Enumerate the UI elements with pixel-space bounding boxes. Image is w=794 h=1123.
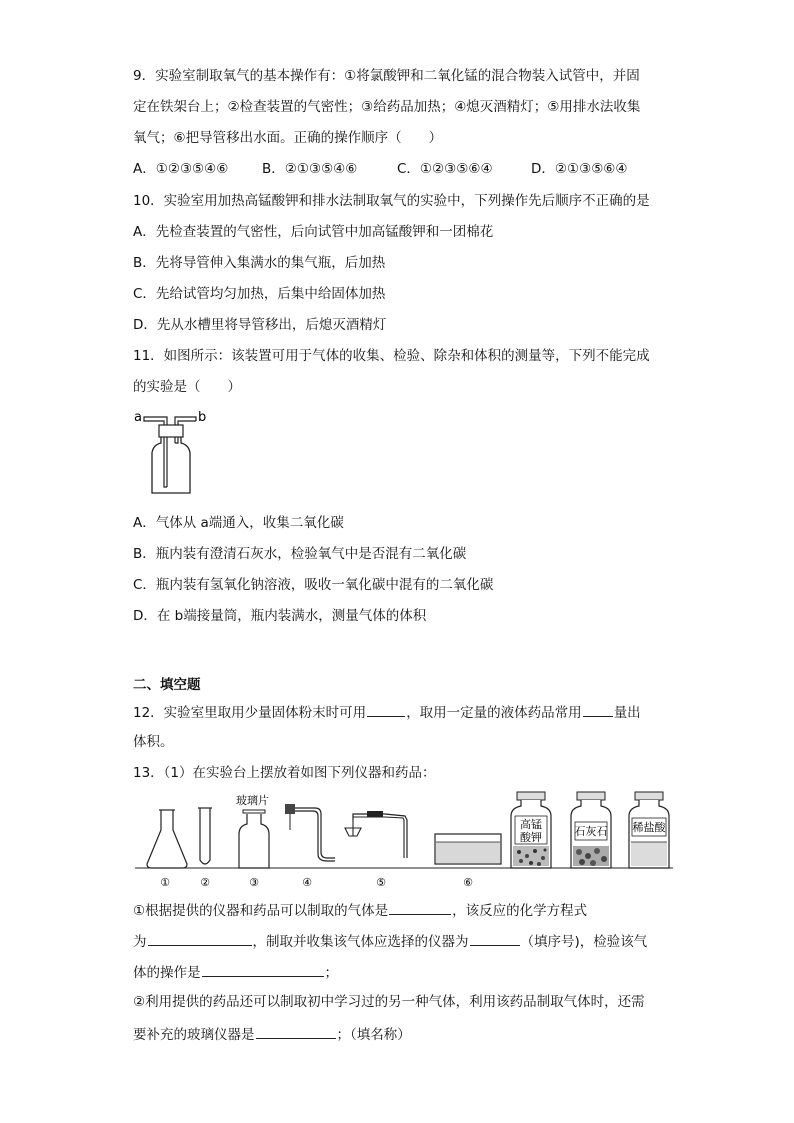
kmno4-label-line-1: 高锰	[520, 818, 542, 831]
hcl-label: 稀盐酸	[632, 821, 666, 834]
q13-sub2-line-2	[133, 1024, 411, 1044]
q12-text-3: 量出	[613, 705, 641, 721]
limestone-label: 石灰石	[574, 825, 608, 838]
reagent-bottle-kmno4	[511, 792, 551, 868]
q9-line-2: 定在铁架台上；②检查装置的气密性；③给药品加热；④熄灭酒精灯；⑤用排水法收集	[133, 99, 641, 115]
apparatus-number-3: ③	[249, 876, 259, 889]
q13-text: ，该反应的化学方程式	[452, 903, 588, 919]
q12-text-1: 12．实验室里取用少量固体粉末时可用	[133, 705, 367, 721]
reagent-bottle-limestone	[571, 792, 611, 868]
apparatus-number-2: ②	[200, 876, 210, 889]
stopper-long-tube-icon	[345, 811, 407, 858]
q11-line-1: 11．如图所示：该装置可用于气体的收集、检验、除杂和体积的测量等，下列不能完成	[133, 348, 650, 364]
q10-stem: 10．实验室用加热高锰酸钾和排水法制取氧气的实验中，下列操作先后顺序不正确的是	[133, 193, 650, 209]
glass-plate-label: 玻璃片	[236, 794, 269, 807]
apparatus-number-5: ⑤	[376, 876, 386, 889]
apparatus-number-6: ⑥	[463, 876, 473, 889]
q13-blank-gas[interactable]	[389, 900, 451, 915]
q13-blank-equation[interactable]	[148, 931, 252, 946]
q12-line-1	[133, 702, 641, 722]
q10-option-a: A．先检查装置的气密性，后向试管中加高锰酸钾和一团棉花	[133, 224, 494, 240]
q10-option-c: C．先给试管均匀加热，后集中给固体加热	[133, 286, 386, 302]
q13-sub2-line-1: ②利用提供的药品还可以制取初中学习过的另一种气体，利用该药品制取气体时，还需	[133, 994, 645, 1010]
gas-washing-bottle-figure	[130, 407, 210, 499]
q13-blank-glassware[interactable]	[256, 1024, 336, 1039]
q9-option-d: D．②①③⑤⑥④	[531, 161, 628, 177]
q13-text: ；	[324, 965, 338, 981]
lab-apparatus-figure	[135, 790, 695, 892]
q9-line-1: 9．实验室制取氧气的基本操作有：①将氯酸钾和二氧化锰的混合物装入试管中，并固	[133, 68, 640, 84]
q11-line-2: 的实验是（ ）	[133, 379, 241, 395]
q10-option-d: D．先从水槽里将导管移出，后熄灭酒精灯	[133, 317, 387, 333]
q11-option-a: A．气体从 a端通入，收集二氧化碳	[133, 515, 344, 531]
q11-option-b: B．瓶内装有澄清石灰水，检验氧气中是否混有二氧化碳	[133, 546, 467, 562]
q13-text: 要补充的玻璃仪器是	[133, 1027, 255, 1043]
q13-text: ，制取并收集该气体应选择的仪器为	[252, 934, 469, 950]
q11-option-d: D．在 b端接量筒，瓶内装满水，测量气体的体积	[133, 608, 427, 624]
q13-sub1-line-2	[133, 931, 647, 951]
q12-blank-2[interactable]	[583, 702, 613, 717]
water-trough-icon	[435, 834, 501, 864]
reagent-bottle-hcl	[629, 792, 669, 868]
q11-option-c: C．瓶内装有氢氧化钠溶液，吸收一氧化碳中混有的二氧化碳	[133, 577, 494, 593]
q13-blank-apparatus[interactable]	[470, 931, 520, 946]
apparatus-number-4: ④	[302, 876, 312, 889]
test-tube-icon	[198, 808, 212, 864]
q12-line-2: 体积。	[133, 734, 174, 750]
q13-sub1-line-1	[133, 900, 587, 920]
section-title: 二、填空题	[133, 677, 201, 693]
kmno4-label-line-2: 酸钾	[520, 831, 542, 844]
q9-option-b: B．②①③⑤④⑥	[262, 161, 358, 177]
q9-option-c: C．①②③⑤⑥④	[397, 161, 493, 177]
q13-text: ①根据提供的仪器和药品可以制取的气体是	[133, 903, 389, 919]
stopper-bent-tube-icon	[285, 804, 335, 861]
gas-jar-icon	[236, 793, 269, 868]
apparatus-number-1: ①	[160, 876, 170, 889]
q13-sub1-line-3	[133, 962, 338, 982]
q13-text: ；（填名称）	[336, 1027, 411, 1043]
q10-option-b: B．先将导管伸入集满水的集气瓶，后加热	[133, 255, 386, 271]
q12-text-2: ，取用一定量的液体药品常用	[406, 705, 582, 721]
conical-flask-icon	[147, 810, 187, 868]
q9-option-a: A．①②③⑤④⑥	[133, 161, 229, 177]
tube-a-label: a	[134, 410, 142, 425]
tube-b-label: b	[198, 410, 207, 425]
q9-line-3: 氧气；⑥把导管移出水面。正确的操作顺序（ ）	[133, 130, 443, 146]
q13-text: 为	[133, 934, 147, 950]
q13-blank-test[interactable]	[202, 962, 324, 977]
q13-text: （填序号)，检验该气	[520, 934, 648, 950]
q13-stem: 13．（1）在实验台上摆放着如图下列仪器和药品：	[133, 765, 436, 781]
q12-blank-1[interactable]	[367, 702, 405, 717]
q13-text: 体的操作是	[133, 965, 201, 981]
